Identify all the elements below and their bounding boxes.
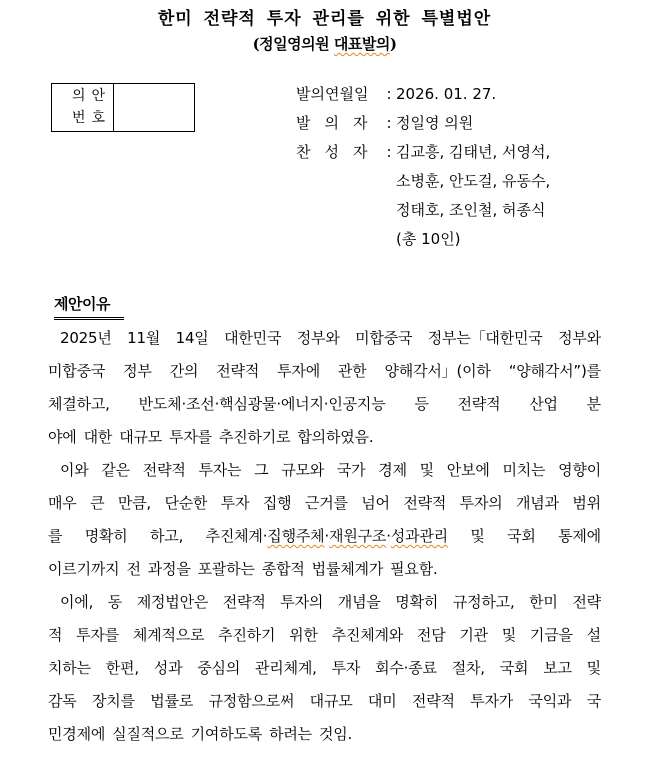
paragraph-line — [48, 621, 601, 654]
word: 양해각서」(이하 — [384, 362, 491, 380]
word: 적 — [48, 626, 63, 644]
word: 전략적 — [222, 593, 266, 611]
paragraph-line — [48, 390, 601, 423]
meta-row-supporters — [296, 141, 550, 170]
word: 미합중국 — [48, 362, 106, 380]
word: 이르기까지 — [48, 560, 120, 578]
proposer-label: 발의자 — [296, 114, 382, 132]
paragraph-line — [48, 687, 601, 720]
word: 한편, — [105, 659, 139, 677]
subtitle-prefix: (정일영의원 — [252, 35, 334, 53]
word: “양해각서”)를 — [508, 362, 601, 380]
word: 정부와 — [296, 329, 340, 347]
word: 및 — [586, 659, 601, 677]
word: 분 — [586, 395, 601, 413]
word: 규정함으로써 — [208, 692, 295, 710]
bill-number-value — [114, 84, 194, 131]
supporters-line: 김교흥, 김태년, 서영석, — [396, 143, 551, 161]
word: 투자 — [220, 494, 250, 512]
word: 국 — [586, 692, 601, 710]
word: 경제 — [378, 461, 407, 479]
date-label: 발의연월일 — [296, 85, 369, 103]
word: 실질적으로 — [112, 725, 184, 743]
word: 14일 — [175, 329, 209, 347]
supporters-total: (총 10인) — [396, 230, 461, 248]
word: 명확히 — [84, 527, 128, 545]
word: 대규모 — [119, 428, 163, 446]
word: 동 — [107, 593, 123, 611]
word: 이와 — [60, 461, 89, 479]
date-value: 2026. 01. 27. — [396, 85, 497, 103]
word: 하려는 — [269, 725, 312, 743]
word: 국가 — [336, 461, 366, 479]
spellcheck-flag: 재원구조 — [329, 527, 387, 545]
word: 국익과 — [528, 692, 572, 710]
document-title: 한미 전략적 투자 관리를 위한 특별법안 — [157, 9, 492, 29]
bill-metadata — [296, 83, 550, 257]
colon: : — [386, 114, 392, 132]
word: 합의하였음. — [297, 428, 374, 446]
word: 간의 — [169, 362, 199, 380]
colon: : — [386, 143, 392, 161]
meta-row-supporters-cont — [296, 199, 550, 228]
word: 미합중국 — [355, 329, 413, 347]
word: 기금을 — [529, 626, 573, 644]
word: 전략적 — [411, 692, 455, 710]
word: 한미 — [529, 593, 558, 611]
word: 성과 — [153, 659, 183, 677]
word: 과정을 — [147, 560, 191, 578]
word: 투자 — [331, 659, 361, 677]
meta-row-date — [296, 83, 550, 112]
word: 투자를 — [169, 428, 212, 446]
supporters-line: 정태호, 조인철, 허종식 — [396, 201, 546, 219]
subtitle-suffix: ) — [389, 35, 397, 53]
subtitle-flagged-word: 대표발의 — [333, 35, 390, 53]
word: 개념을 — [337, 593, 381, 611]
word: 절차, — [451, 659, 485, 677]
paragraph-line — [48, 423, 601, 456]
word: 투자가 — [470, 692, 514, 710]
colon: : — [386, 85, 392, 103]
word: 대미 — [367, 692, 397, 710]
word: 및 — [419, 461, 434, 479]
word: 투자에 — [277, 362, 320, 380]
word: 것임. — [318, 725, 353, 743]
word: 집행 — [262, 494, 292, 512]
spellcheck-flag: 집행주체 — [267, 527, 325, 545]
word: 투자는 — [198, 461, 242, 479]
word: 야에 — [48, 428, 77, 446]
word: 규모와 — [281, 461, 325, 479]
section-heading: 제안이유 — [54, 293, 124, 320]
word: 큰 — [90, 494, 105, 512]
paragraph-line — [48, 588, 601, 621]
section-body — [48, 324, 601, 753]
word: 대규모 — [309, 692, 353, 710]
word: 반도체·조선·핵심광물·에너지·인공지능 — [138, 395, 386, 413]
word: 회수·종료 — [375, 659, 437, 677]
word: 추진하기로 — [218, 428, 291, 446]
word: 만큼, — [117, 494, 151, 512]
word: 11월 — [127, 329, 161, 347]
bill-number-label-line1: 의안 — [71, 88, 111, 104]
word: 종합적 — [261, 560, 305, 578]
paragraph-line — [48, 720, 601, 753]
word: 전략적 — [403, 494, 447, 512]
word: 필요함. — [390, 560, 438, 578]
word: 단순한 — [164, 494, 208, 512]
word: 보고 — [543, 659, 572, 677]
word: 전략 — [572, 593, 601, 611]
word: 치하는 — [48, 659, 91, 677]
paragraph-line — [48, 654, 601, 687]
word: 정부는「대한민국 — [427, 329, 543, 347]
document-subtitle — [0, 33, 649, 54]
meta-row-supporters-cont — [296, 170, 550, 199]
word: 전 — [126, 560, 141, 578]
word: 범위 — [572, 494, 601, 512]
word: 매우 — [48, 494, 77, 512]
word: 산업 — [529, 395, 558, 413]
word: 설 — [586, 626, 601, 644]
word: 국회 — [499, 659, 529, 677]
word: 영향이 — [558, 461, 601, 479]
paragraph-line — [48, 555, 601, 588]
word: 전담 — [416, 626, 446, 644]
word: 정부 — [123, 362, 152, 380]
meta-row-supporters-total — [296, 228, 550, 257]
word: 위한 — [289, 626, 318, 644]
word: 2025년 — [60, 329, 112, 347]
word: 관한 — [337, 362, 367, 380]
paragraph-line — [48, 489, 601, 522]
paragraph-line — [48, 324, 601, 357]
word: 명확히 — [395, 593, 439, 611]
word: 미치는 — [502, 461, 546, 479]
word: 를 — [48, 527, 63, 545]
word: 개념과 — [516, 494, 559, 512]
word: 대한민국 — [224, 329, 282, 347]
word: 법률체계가 — [311, 560, 384, 578]
word: 안보에 — [446, 461, 490, 479]
spellcheck-flag: 성과관리 — [390, 527, 448, 545]
proposer-value: 정일영 의원 — [396, 114, 474, 132]
word: 하고, — [149, 527, 184, 545]
word: 근거를 — [304, 494, 348, 512]
word: 민경제에 — [48, 725, 106, 743]
supporters-label: 찬성자 — [296, 143, 382, 161]
word: 체계적으로 — [132, 626, 205, 644]
word: 및 — [501, 626, 517, 644]
word: 국회 — [507, 527, 536, 545]
word: 제정법안은 — [136, 593, 209, 611]
word: 중심의 — [197, 659, 241, 677]
paragraph-line — [48, 456, 601, 489]
word: 법률로 — [150, 692, 194, 710]
word: 장치를 — [91, 692, 135, 710]
bill-number-label-line2: 번호 — [71, 110, 111, 126]
word: 및 — [470, 527, 485, 545]
word: 이에, — [60, 593, 94, 611]
word: 관리체계, — [255, 659, 317, 677]
word: 기관 — [459, 626, 488, 644]
word: 전략적 — [457, 395, 501, 413]
word: 투자를 — [76, 626, 120, 644]
word: 전략적 — [216, 362, 260, 380]
word: 추진체계·집행주체·재원구조·성과관리 — [205, 527, 448, 545]
paragraph-line — [48, 357, 601, 390]
word: 추진하기 — [218, 626, 276, 644]
bill-number-label — [52, 84, 114, 131]
bill-number-box — [51, 83, 195, 132]
meta-row-proposer — [296, 112, 550, 141]
word: 규정하고, — [452, 593, 515, 611]
word: 체결하고, — [48, 395, 110, 413]
word: 감독 — [48, 692, 77, 710]
word: 넘어 — [361, 494, 390, 512]
word: 투자의 — [459, 494, 503, 512]
paragraph-line — [48, 522, 601, 555]
word: 그 — [254, 461, 269, 479]
word: 기여하도록 — [190, 725, 263, 743]
word: 등 — [414, 395, 429, 413]
word: 포괄하는 — [197, 560, 255, 578]
word: 투자의 — [280, 593, 324, 611]
word: 추진체계와 — [331, 626, 404, 644]
word: 전략적 — [142, 461, 186, 479]
word: 대한 — [83, 428, 113, 446]
supporters-line: 소병훈, 안도걸, 유동수, — [396, 172, 551, 190]
word: 통제에 — [558, 527, 601, 545]
word: 정부와 — [558, 329, 601, 347]
word: 같은 — [101, 461, 130, 479]
